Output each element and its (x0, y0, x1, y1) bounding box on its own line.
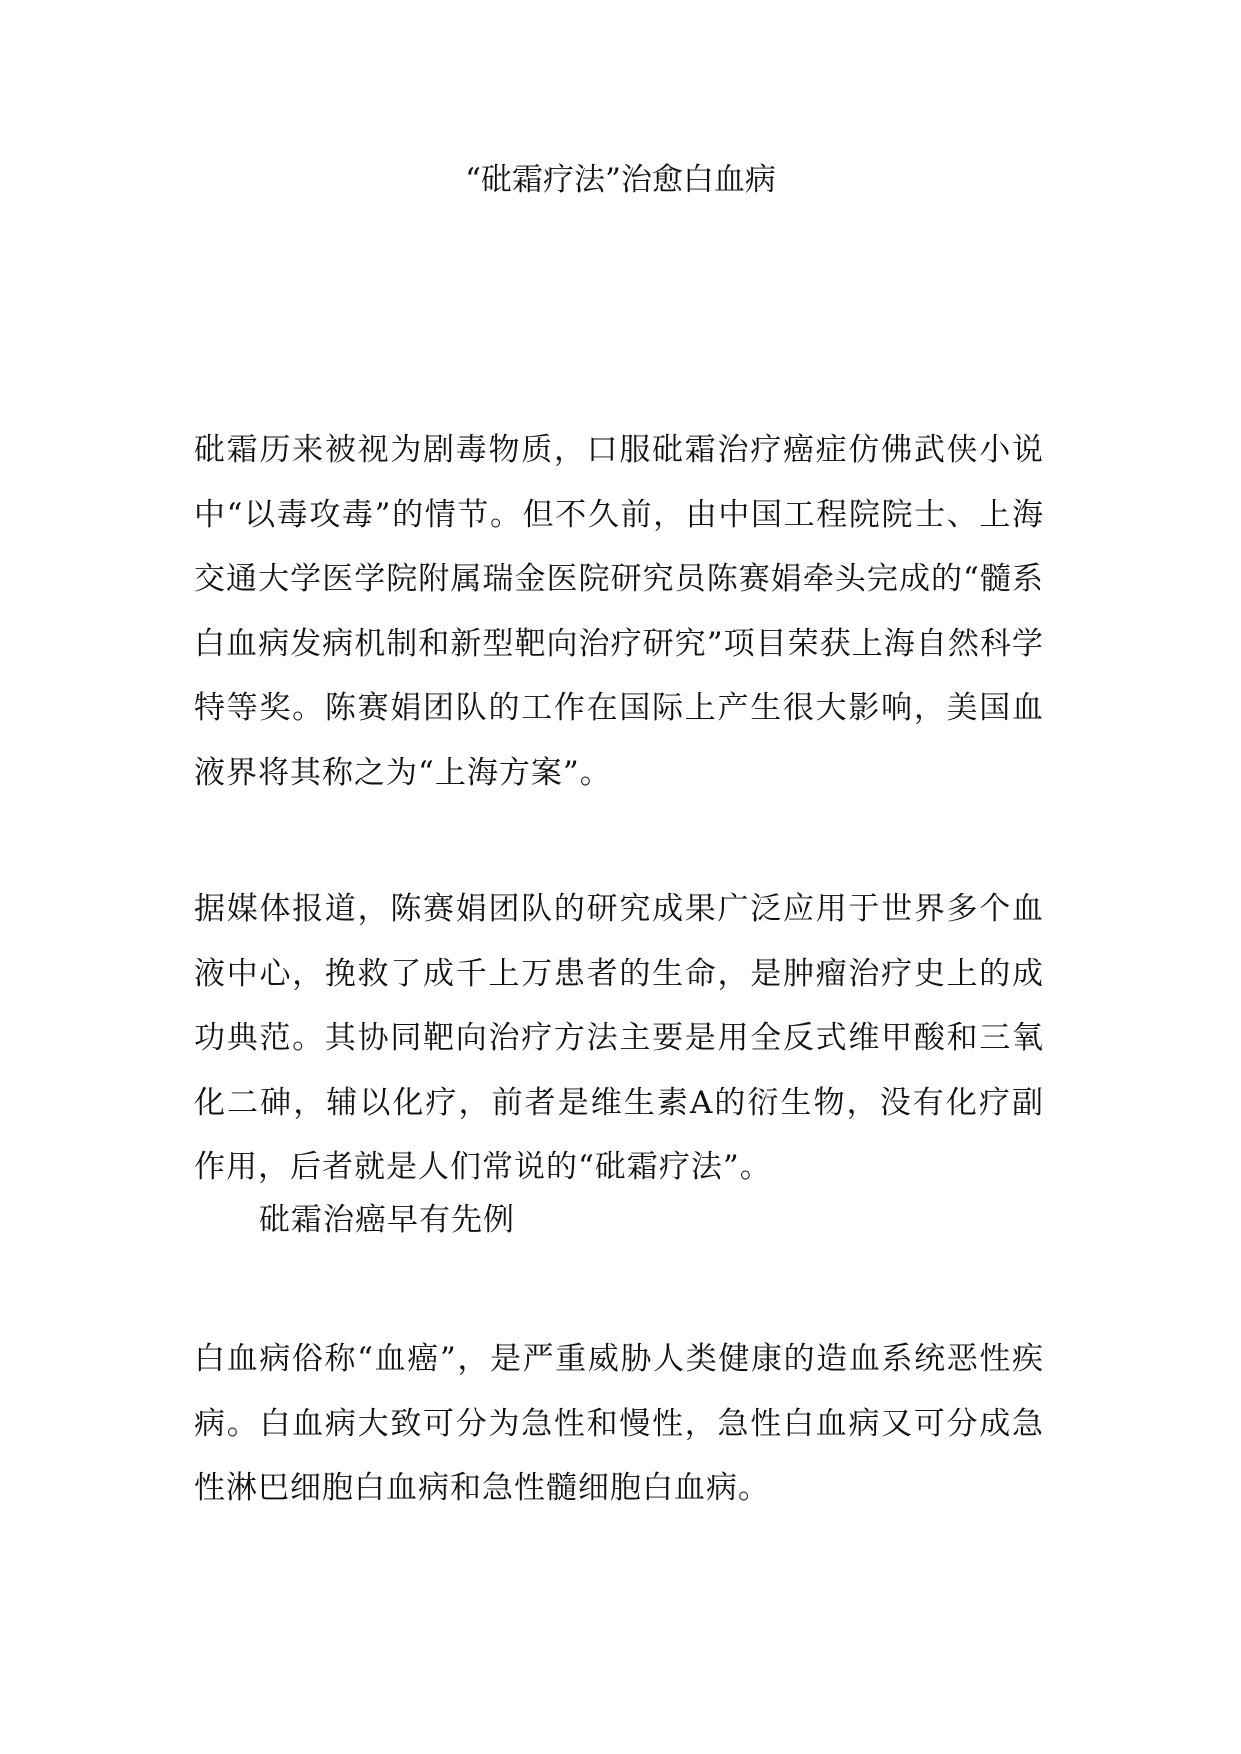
paragraph-leukemia: 白血病俗称“血癌”，是严重威胁人类健康的造血系统恶性疾病。白血病大致可分为急性和慢性，急性白血病又可分成急性淋巴细胞白血病和急性髓细胞白血病。 (194, 1341, 1044, 1506)
paragraph-intro: 砒霜历来被视为剧毒物质，口服砒霜治疗癌症仿佛武侠小说中“以毒攻毒”的情节。但不久前，由中国工程院院士、上海交通大学医学院附属瑞金医院研究员陈赛娟牵头完成的“髓系白血病发病机制和新型靶向治疗研究”项目荣获上海自然科学特等奖。陈赛娟团队的工作在国际上产生很大影响，美国血液界将其称之为“上海方案”。 (194, 432, 1044, 791)
document-title: “砒霜疗法”治愈白血病 (465, 162, 776, 198)
section-subheading: 砒霜治癌早有先例 (259, 1202, 515, 1238)
paragraph-media-report: 据媒体报道，陈赛娟团队的研究成果广泛应用于世界多个血液中心，挽救了成千上万患者的生命，是肿瘤治疗史上的成功典范。其协同靶向治疗方法主要是用全反式维甲酸和三氧化二砷，辅以化疗，前者是维生素A的衍生物，没有化疗副作用，后者就是人们常说的“砒霜疗法”。 (194, 891, 1044, 1185)
